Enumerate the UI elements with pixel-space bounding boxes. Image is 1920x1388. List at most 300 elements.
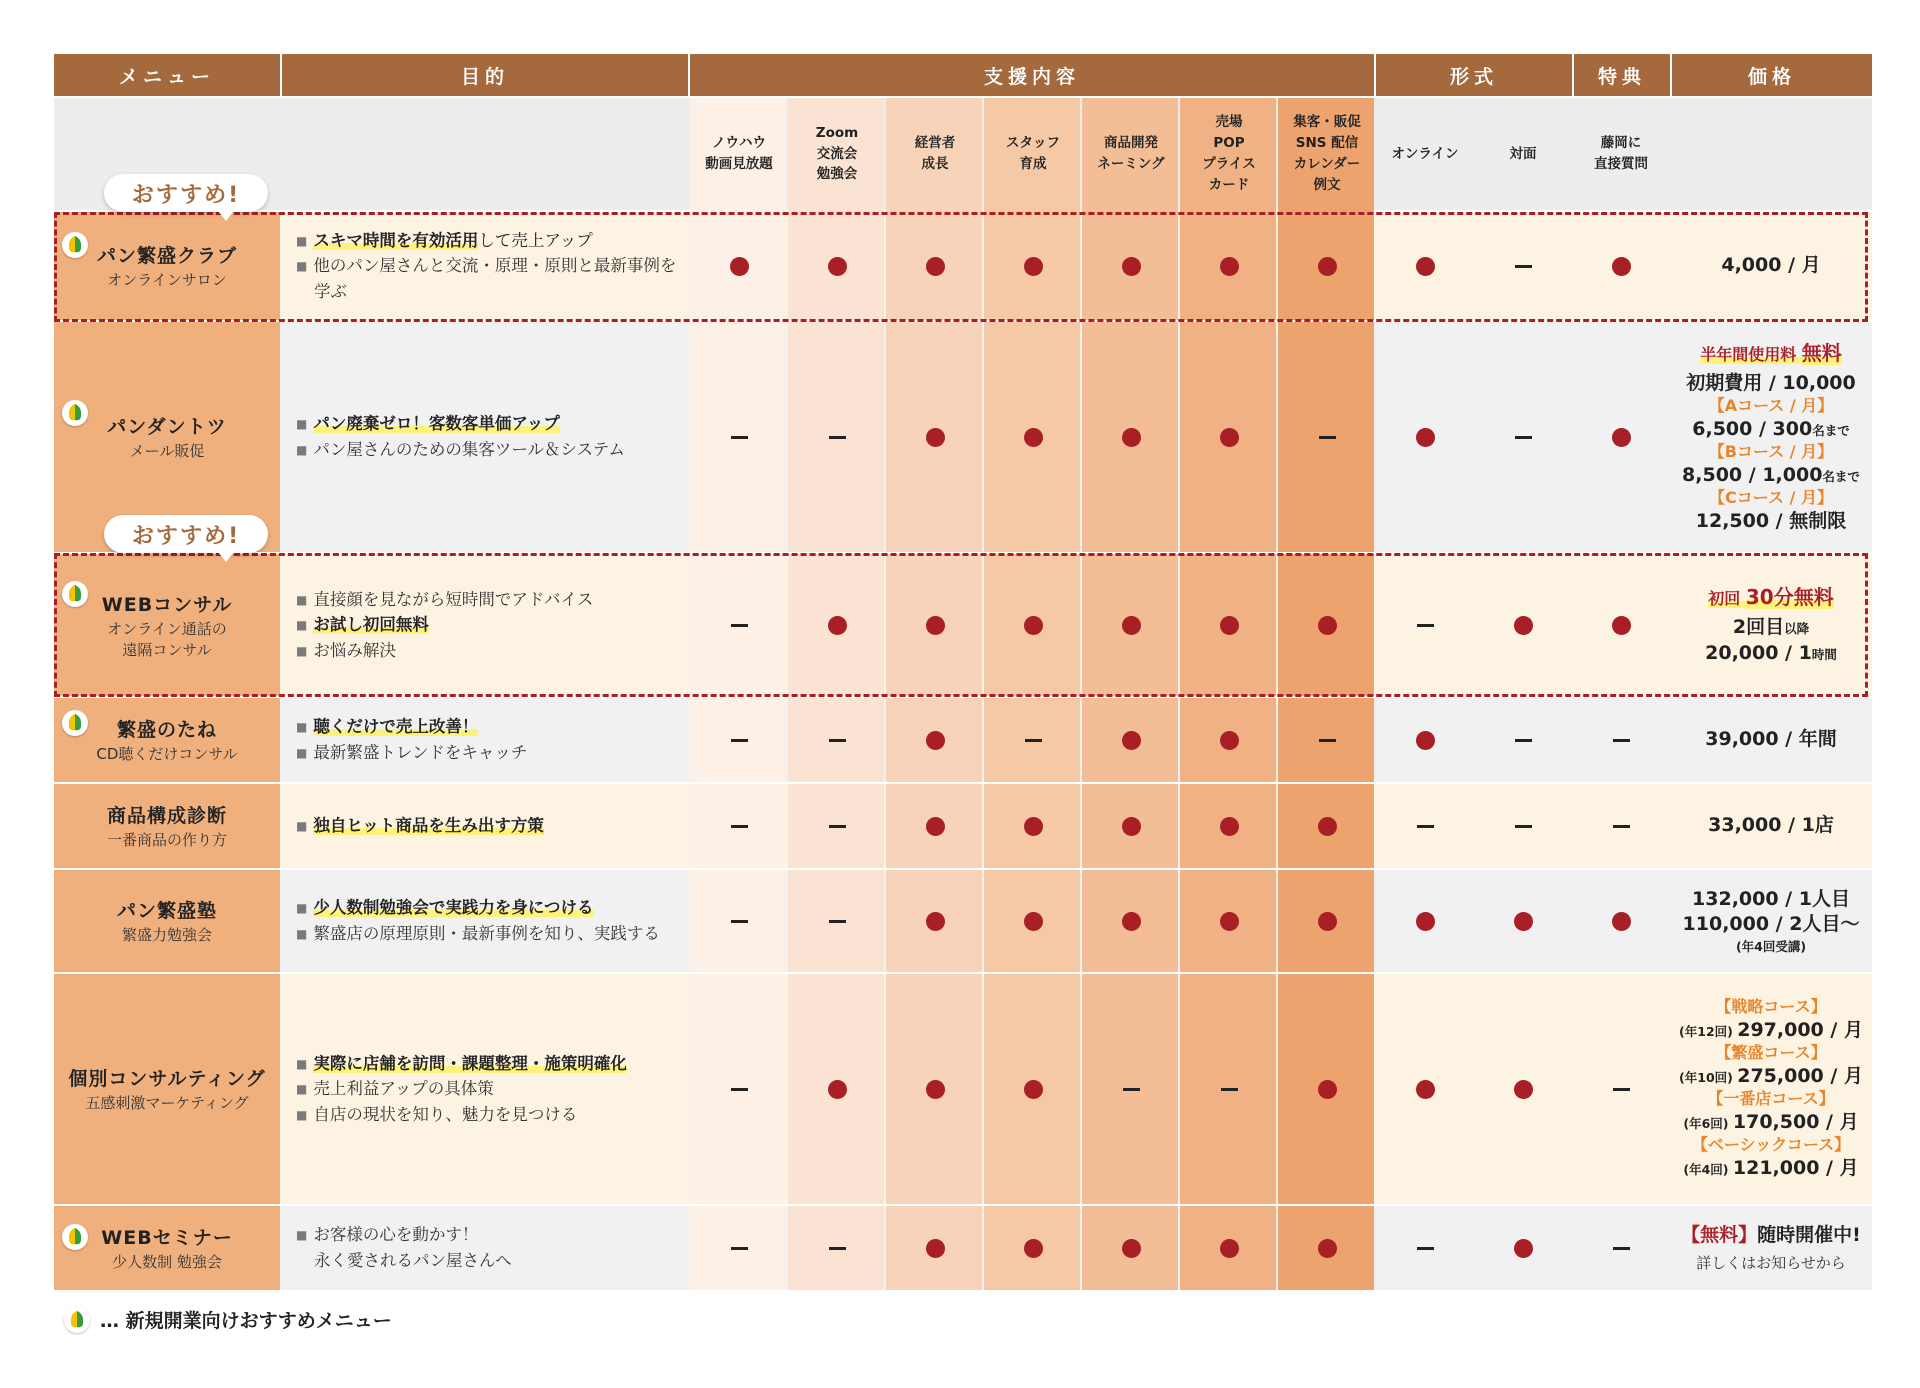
- purpose-line: [280, 740, 684, 766]
- course-label: 【一番店コース】: [1707, 1089, 1835, 1108]
- price-note: 詳しくはお知らせから: [1696, 1254, 1846, 1273]
- purpose-text: お悩み解決: [313, 640, 396, 660]
- mark-cell: [1572, 212, 1670, 320]
- filled-dot-icon: [1024, 1239, 1043, 1258]
- purpose-cell: [280, 554, 684, 696]
- purpose-line: [280, 411, 684, 437]
- mark-cell: [1180, 784, 1278, 868]
- dash-icon: [731, 1247, 748, 1250]
- price-line: [1683, 912, 1860, 937]
- mark-cell: [788, 698, 886, 782]
- row-separator: [54, 1290, 1872, 1292]
- free-value: 30分無料: [1745, 585, 1834, 610]
- course-label: 【Cコース / 月】: [1709, 488, 1833, 508]
- price-value: 39,000 / 年間: [1705, 728, 1837, 751]
- dash-icon: [1515, 436, 1532, 439]
- mark-cell: [886, 870, 984, 972]
- mark-cell: [1376, 322, 1474, 552]
- mark-cell: [690, 212, 788, 320]
- filled-dot-icon: [1122, 912, 1141, 931]
- subheader-cell: オンライン: [1391, 145, 1459, 162]
- purpose-cell: [280, 698, 684, 782]
- mark-cell: [1572, 554, 1670, 696]
- free-prefix: 初回: [1708, 589, 1746, 609]
- free-label: [1708, 584, 1833, 611]
- mark-cell: [1278, 974, 1376, 1204]
- dash-icon: [1319, 436, 1336, 439]
- menu-item[interactable]: [54, 698, 280, 782]
- purpose-cell: [280, 974, 684, 1204]
- filled-dot-icon: [926, 1080, 945, 1099]
- filled-dot-icon: [1416, 428, 1435, 447]
- price-line: [1705, 641, 1837, 666]
- filled-dot-icon: [1024, 616, 1043, 635]
- free-label: [1700, 340, 1842, 367]
- filled-dot-icon: [828, 1080, 847, 1099]
- mark-cell: [1572, 870, 1670, 972]
- menu-item[interactable]: [54, 554, 280, 696]
- price-line: [1683, 1110, 1858, 1135]
- mark-cell: [886, 784, 984, 868]
- mark-cell: [1180, 212, 1278, 320]
- filled-dot-icon: [1612, 428, 1631, 447]
- mark-cell: [788, 974, 886, 1204]
- mark-cell: [788, 554, 886, 696]
- menu-item-title: WEBコンサル: [101, 594, 233, 617]
- mark-cell: [1278, 784, 1376, 868]
- dash-icon: [1515, 825, 1532, 828]
- menu-item-subtitle: 少人数制 勉強会: [112, 1253, 222, 1272]
- purpose-highlight: 実際に店舗を訪問・課題整理・施策明確化: [313, 1053, 627, 1073]
- purpose-text: 直接顔を見ながら短時間でアドバイス: [313, 589, 594, 609]
- mark-cell: [1474, 784, 1572, 868]
- filled-dot-icon: [926, 1239, 945, 1258]
- header-format: 形式: [1376, 54, 1572, 96]
- filled-dot-icon: [1220, 257, 1239, 276]
- mark-cell: [690, 974, 788, 1204]
- mark-cell: [1082, 974, 1180, 1204]
- course-label: 【繁盛コース】: [1715, 1043, 1827, 1063]
- price-cell: [1670, 554, 1872, 696]
- subheader-cell: 集客・販促 SNS 配信 カレンダー 例文: [1293, 114, 1361, 193]
- dash-icon: [1613, 825, 1630, 828]
- mark-cell: [1474, 212, 1572, 320]
- dash-icon: [1613, 739, 1630, 742]
- filled-dot-icon: [1024, 1080, 1043, 1099]
- mark-cell: [1180, 698, 1278, 782]
- mark-cell: [886, 1206, 984, 1290]
- purpose-text: パン屋さんのための集客ツール＆システム: [313, 440, 625, 459]
- price-value: 2回目: [1732, 616, 1785, 639]
- filled-dot-icon: [1514, 912, 1533, 931]
- mark-cell: [788, 322, 886, 552]
- dash-icon: [1221, 1088, 1238, 1091]
- dash-icon: [731, 920, 748, 923]
- mark-cell: [1572, 784, 1670, 868]
- filled-dot-icon: [1122, 817, 1141, 836]
- purpose-line: [280, 638, 684, 664]
- mark-cell: [690, 784, 788, 868]
- filled-dot-icon: [1318, 1239, 1337, 1258]
- purpose-highlight: スキマ時間を有効活用: [313, 230, 479, 250]
- price-value: 297,000 / 月: [1737, 1019, 1863, 1042]
- mark-cell: [1180, 322, 1278, 552]
- price-suffix: 名まで: [1822, 468, 1860, 484]
- mark-cell: [984, 322, 1082, 552]
- purpose-highlight: パン廃棄ゼロ！客数客単価アップ: [313, 414, 560, 434]
- mark-cell: [984, 1206, 1082, 1290]
- subheader-cell: 藤岡に 直接質問: [1594, 135, 1648, 172]
- header-purpose: 目的: [282, 54, 688, 96]
- menu-item-subtitle: 一番商品の作り方: [106, 831, 227, 850]
- price-line: [1705, 727, 1837, 752]
- filled-dot-icon: [1416, 731, 1435, 750]
- menu-item-subtitle: オンライン通話の 遠隔コンサル: [107, 620, 227, 659]
- dash-icon: [1417, 1247, 1434, 1250]
- mark-cell: [1376, 974, 1474, 1204]
- filled-dot-icon: [1024, 817, 1043, 836]
- menu-item[interactable]: [54, 784, 280, 868]
- purpose-line: [280, 587, 684, 613]
- price-suffix: 以降: [1784, 621, 1810, 637]
- mark-cell: [1082, 698, 1180, 782]
- price-note: (年4回受講): [1735, 939, 1807, 955]
- filled-dot-icon: [1318, 616, 1337, 635]
- menu-item-subtitle: 繁盛力勉強会: [121, 926, 212, 945]
- price-value: 170,500 / 月: [1732, 1110, 1859, 1133]
- subheader-cell: スタッフ 育成: [1006, 135, 1060, 172]
- course-label: 【Bコース / 月】: [1708, 442, 1834, 462]
- filled-dot-icon: [1416, 1080, 1435, 1099]
- mark-cell: [886, 698, 984, 782]
- filled-dot-icon: [730, 257, 749, 276]
- filled-dot-icon: [926, 428, 945, 447]
- mark-cell: [1180, 1206, 1278, 1290]
- menu-item-title: 商品構成診断: [106, 805, 227, 828]
- menu-item-title: パンダントツ: [107, 416, 227, 439]
- seminar-price: [1681, 1223, 1861, 1248]
- purpose-line: [280, 921, 684, 947]
- mark-cell: [1572, 1206, 1670, 1290]
- mark-cell: [1376, 1206, 1474, 1290]
- course-label: 【戦略コース】: [1715, 997, 1827, 1017]
- price-line: [1679, 1018, 1863, 1043]
- dash-icon: [1123, 1088, 1140, 1091]
- filled-dot-icon: [926, 912, 945, 931]
- price-line: [1721, 253, 1820, 278]
- purpose-text: 売上利益アップの具体策: [313, 1079, 494, 1099]
- purpose-line: [280, 228, 684, 254]
- purpose-highlight: 独自ヒット商品を生み出す方策: [313, 816, 544, 836]
- mark-cell: [1082, 784, 1180, 868]
- purpose-text: 他のパン屋さんと交流・原理・原則と最新事例を学ぶ: [313, 256, 677, 301]
- price-line: [1683, 1156, 1858, 1181]
- price-cell: [1670, 870, 1872, 972]
- mark-cell: [984, 212, 1082, 320]
- mark-cell: [1180, 974, 1278, 1204]
- dash-icon: [1025, 739, 1042, 742]
- filled-dot-icon: [1122, 616, 1141, 635]
- subheader-cell: 商品開発 ネーミング: [1097, 135, 1165, 172]
- beginner-mark-icon: [62, 400, 88, 426]
- header-support: 支援内容: [690, 54, 1374, 96]
- filled-dot-icon: [1318, 817, 1337, 836]
- course-label: 【Aコース / 月】: [1708, 396, 1834, 416]
- seminar-status: 随時開催中!: [1757, 1223, 1861, 1246]
- filled-dot-icon: [1318, 257, 1337, 276]
- filled-dot-icon: [1024, 912, 1043, 931]
- filled-dot-icon: [1122, 1239, 1141, 1258]
- dash-icon: [829, 920, 846, 923]
- price-cell: [1670, 1206, 1872, 1290]
- beginner-mark-icon: [62, 232, 88, 258]
- price-value: 110,000 / 2人目〜: [1682, 913, 1860, 935]
- filled-dot-icon: [1612, 912, 1631, 931]
- mark-cell: [690, 698, 788, 782]
- dash-icon: [731, 739, 748, 742]
- purpose-line: [280, 253, 684, 304]
- dash-icon: [1515, 739, 1532, 742]
- course-label: 【ベーシックコース】: [1691, 1134, 1851, 1154]
- menu-item-title: パン繁盛クラブ: [96, 245, 237, 268]
- mark-cell: [690, 870, 788, 972]
- price-line: [1686, 371, 1856, 396]
- filled-dot-icon: [1612, 257, 1631, 276]
- beginner-mark-icon: [62, 710, 88, 736]
- mark-cell: [984, 554, 1082, 696]
- beginner-mark-icon: [62, 1224, 88, 1250]
- purpose-line: [280, 714, 684, 740]
- purpose-text: お客様の心を動かす！ 永く愛されるパン屋さんへ: [313, 1225, 512, 1270]
- menu-item[interactable]: [54, 212, 280, 320]
- purpose-text: 自店の現状を知り、魅力を見つける: [313, 1104, 578, 1124]
- menu-item-title: 個別コンサルティング: [68, 1068, 266, 1091]
- price-frequency: (年10回): [1679, 1069, 1738, 1085]
- menu-item[interactable]: [54, 870, 280, 972]
- free-value: 無料: [1801, 341, 1842, 366]
- price-cell: [1670, 784, 1872, 868]
- filled-dot-icon: [1220, 817, 1239, 836]
- price-frequency: (年4回): [1683, 1161, 1733, 1177]
- mark-cell: [690, 1206, 788, 1290]
- mark-cell: [1180, 554, 1278, 696]
- purpose-highlight: 少人数制勉強会で実践力を身につける: [313, 898, 594, 918]
- purpose-line: [280, 895, 684, 921]
- purpose-text: 最新繁盛トレンドをキャッチ: [313, 743, 528, 762]
- mark-cell: [788, 870, 886, 972]
- filled-dot-icon: [926, 731, 945, 750]
- mark-cell: [886, 554, 984, 696]
- mark-cell: [1278, 1206, 1376, 1290]
- price-line: [1708, 813, 1834, 838]
- mark-cell: [1376, 212, 1474, 320]
- mark-cell: [1278, 322, 1376, 552]
- menu-item-subtitle: メール販促: [129, 442, 205, 461]
- filled-dot-icon: [1318, 912, 1337, 931]
- mark-cell: [984, 698, 1082, 782]
- filled-dot-icon: [1416, 912, 1435, 931]
- free-tag: 【無料】: [1681, 1223, 1758, 1246]
- filled-dot-icon: [1122, 257, 1141, 276]
- mark-cell: [1082, 212, 1180, 320]
- header-price: 価格: [1672, 54, 1872, 96]
- mark-cell: [1572, 322, 1670, 552]
- mark-cell: [1082, 870, 1180, 972]
- header-bonus: 特典: [1574, 54, 1670, 96]
- filled-dot-icon: [1318, 1080, 1337, 1099]
- mark-cell: [886, 322, 984, 552]
- beginner-mark-icon: [62, 581, 88, 607]
- price-value: 12,500 / 無制限: [1695, 509, 1847, 532]
- mark-cell: [1278, 212, 1376, 320]
- filled-dot-icon: [1220, 428, 1239, 447]
- dash-icon: [731, 436, 748, 439]
- mark-cell: [1572, 698, 1670, 782]
- subheader-cell: 経営者 成長: [914, 135, 956, 172]
- mark-cell: [1474, 554, 1572, 696]
- filled-dot-icon: [828, 616, 847, 635]
- dash-icon: [1515, 265, 1532, 268]
- price-frequency: (年6回): [1683, 1115, 1733, 1131]
- menu-item-subtitle: 五感刺激マーケティング: [85, 1094, 249, 1113]
- mark-cell: [984, 784, 1082, 868]
- filled-dot-icon: [1220, 1239, 1239, 1258]
- price-cell: [1670, 322, 1872, 552]
- dash-icon: [1613, 1088, 1630, 1091]
- mark-cell: [984, 870, 1082, 972]
- subheader-cell: Zoom 交流会 勉強会: [815, 124, 859, 183]
- price-value: 132,000 / 1人目: [1692, 887, 1850, 910]
- mark-cell: [1474, 974, 1572, 1204]
- price-suffix: 名まで: [1812, 423, 1850, 439]
- dash-icon: [1417, 624, 1434, 627]
- purpose-rest: して売上アップ: [478, 230, 593, 250]
- price-line: [1682, 463, 1860, 488]
- dash-icon: [1417, 825, 1434, 828]
- mark-cell: [1278, 554, 1376, 696]
- price-value: 275,000 / 月: [1737, 1064, 1863, 1087]
- menu-item-title: 繁盛のたね: [116, 719, 217, 742]
- header-menu: メニュー: [54, 54, 280, 96]
- purpose-highlight: 聴くだけで売上改善！: [313, 717, 479, 737]
- mark-cell: [886, 212, 984, 320]
- price-line: [1733, 615, 1809, 640]
- price-value: 4,000 / 月: [1721, 254, 1821, 277]
- mark-cell: [1474, 870, 1572, 972]
- mark-cell: [690, 554, 788, 696]
- filled-dot-icon: [1220, 731, 1239, 750]
- filled-dot-icon: [926, 616, 945, 635]
- price-cell: [1670, 974, 1872, 1204]
- dash-icon: [829, 739, 846, 742]
- menu-item[interactable]: [54, 974, 280, 1204]
- purpose-cell: [280, 322, 684, 552]
- purpose-line: [280, 437, 684, 463]
- recommend-badge: おすすめ!: [104, 174, 268, 212]
- mark-cell: [1082, 322, 1180, 552]
- purpose-cell: [280, 212, 684, 320]
- filled-dot-icon: [1612, 616, 1631, 635]
- free-prefix: 半年間使用料: [1700, 345, 1802, 365]
- legend-text: … 新規開業向けおすすめメニュー: [100, 1310, 392, 1332]
- filled-dot-icon: [1220, 616, 1239, 635]
- purpose-cell: [280, 784, 684, 868]
- mark-cell: [788, 212, 886, 320]
- price-line: [1692, 417, 1849, 442]
- price-value: 20,000 / 1: [1705, 641, 1812, 664]
- price-cell: [1670, 212, 1872, 320]
- filled-dot-icon: [1122, 428, 1141, 447]
- dash-icon: [731, 624, 748, 627]
- filled-dot-icon: [1024, 257, 1043, 276]
- filled-dot-icon: [1514, 1239, 1533, 1258]
- purpose-cell: [280, 870, 684, 972]
- purpose-highlight: お試し初回無料: [313, 615, 429, 635]
- menu-item-subtitle: CD聴くだけコンサル: [96, 745, 238, 764]
- dash-icon: [731, 825, 748, 828]
- price-value: 6,500 / 300: [1692, 418, 1813, 441]
- mark-cell: [1474, 698, 1572, 782]
- mark-cell: [1082, 554, 1180, 696]
- dash-icon: [1613, 1247, 1630, 1250]
- price-value: 33,000 / 1店: [1708, 814, 1834, 837]
- purpose-line: [280, 1076, 684, 1102]
- filled-dot-icon: [1122, 731, 1141, 750]
- filled-dot-icon: [1514, 616, 1533, 635]
- mark-cell: [690, 322, 788, 552]
- subheader-cell: ノウハウ 動画見放題: [705, 135, 773, 172]
- mark-cell: [1278, 870, 1376, 972]
- mark-cell: [1376, 784, 1474, 868]
- price-value: 8,500 / 1,000: [1682, 463, 1823, 486]
- recommend-badge: おすすめ!: [104, 515, 268, 553]
- price-line: [1679, 1064, 1863, 1089]
- filled-dot-icon: [1514, 1080, 1533, 1099]
- menu-item-subtitle: オンラインサロン: [107, 271, 227, 290]
- purpose-line: [280, 1102, 684, 1128]
- price-line: [1692, 887, 1850, 912]
- price-line: [1696, 509, 1847, 534]
- mark-cell: [1376, 698, 1474, 782]
- mark-cell: [1474, 322, 1572, 552]
- mark-cell: [1082, 1206, 1180, 1290]
- legend: [64, 1306, 392, 1333]
- dash-icon: [829, 436, 846, 439]
- price-frequency: (年12回): [1679, 1024, 1738, 1040]
- menu-item[interactable]: [54, 1206, 280, 1290]
- purpose-text: 繁盛店の原理原則・最新事例を知り、実践する: [313, 924, 660, 943]
- price-suffix: 時間: [1811, 646, 1837, 662]
- filled-dot-icon: [828, 257, 847, 276]
- dash-icon: [731, 1088, 748, 1091]
- mark-cell: [1376, 554, 1474, 696]
- filled-dot-icon: [926, 257, 945, 276]
- subheader-cell: 売場 POP プライス カード: [1202, 114, 1256, 193]
- mark-cell: [1376, 870, 1474, 972]
- purpose-line: [280, 1051, 684, 1077]
- dash-icon: [829, 1247, 846, 1250]
- menu-item-title: パン繁盛塾: [116, 900, 217, 923]
- purpose-line: [280, 813, 684, 839]
- purpose-line: [280, 1222, 684, 1273]
- price-value: 初期費用 / 10,000: [1686, 372, 1856, 395]
- menu-item-title: WEBセミナー: [101, 1227, 233, 1250]
- filled-dot-icon: [1024, 428, 1043, 447]
- filled-dot-icon: [1220, 912, 1239, 931]
- mark-cell: [788, 1206, 886, 1290]
- subheader-cell: 対面: [1509, 145, 1537, 162]
- mark-cell: [886, 974, 984, 1204]
